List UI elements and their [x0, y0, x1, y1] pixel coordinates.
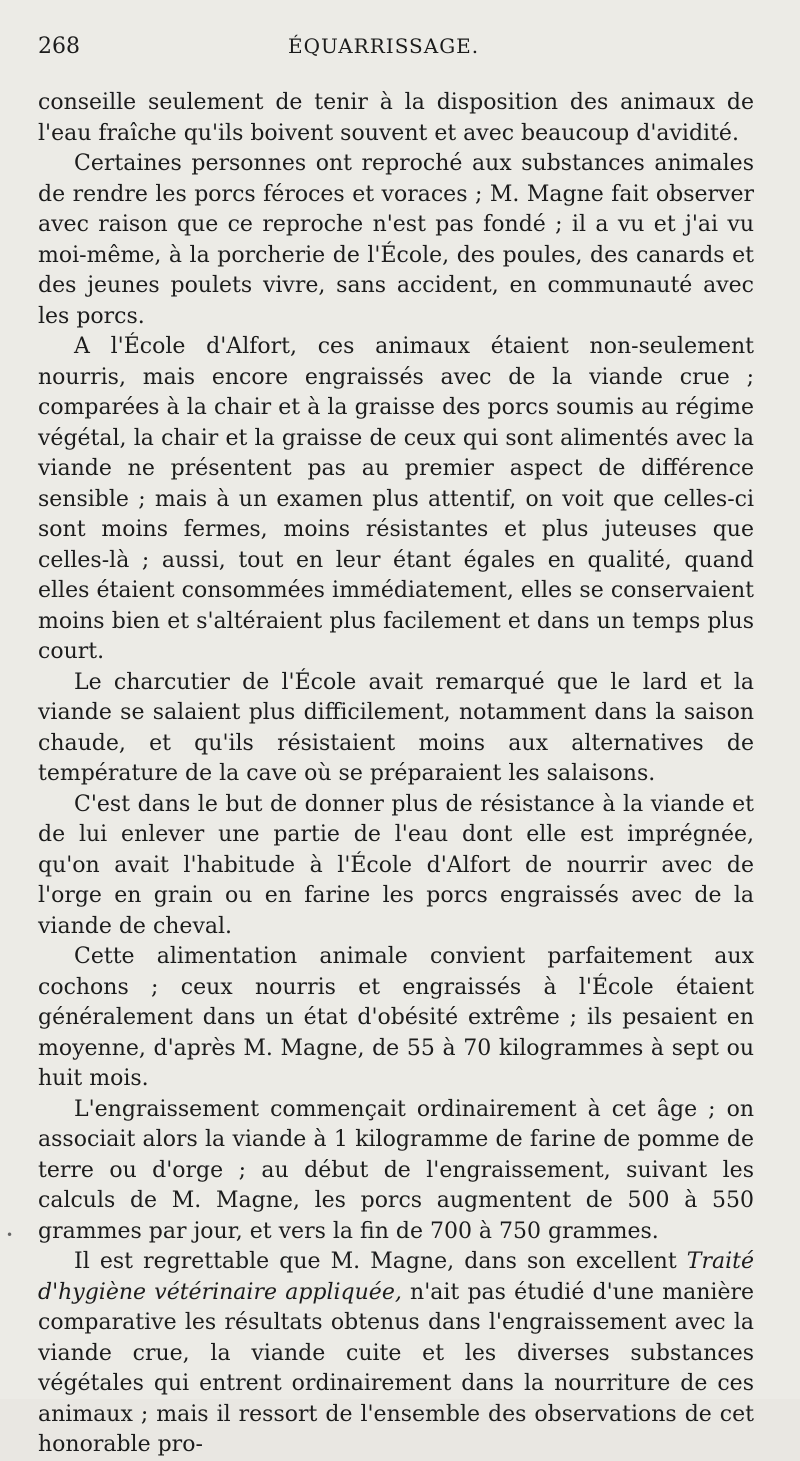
- book-title-italic: Traité d'hygiène vétérinaire appliquée,: [38, 1249, 754, 1305]
- page-header: [38, 28, 754, 68]
- margin-mark: •: [6, 1228, 14, 1242]
- body-text: [38, 88, 754, 1461]
- running-title: ÉQUARRISSAGE.: [288, 34, 480, 58]
- paragraph-3: A l'École d'Alfort, ces animaux étaient non-seulement nourris, mais encore engraissés avec de la viande crue ; comparées à la chair et à la graisse des porcs soumis au régime végétal, la chair et la graisse de ceux qui sont alimentés avec la viande ne présentent pas au premier aspect de différence sensible ; mais à un examen plus attentif, on voit que celles-ci sont moins fermes, moins résistantes et plus juteuses que celles-là ; aussi, tout en leur étant égales en qualité, quand elles étaient consommées immédiatement, elles se conservaient moins bien et s'altéraient plus facilement et dans un temps plus court.: [38, 334, 754, 664]
- page-number: 268: [38, 34, 80, 59]
- paragraph-8-start: Il est regrettable que M. Magne, dans son excellent: [74, 1249, 687, 1274]
- paragraph-8-end: n'ait pas étudié d'une manière comparative les résultats obtenus dans l'engraissement avec la viande crue, la viande cuite et les diverses substances végétales qui entrent ordinairement dans la nourriture de ces animaux ; mais il ressort de l'ensemble des observations de cet honorable pro-: [38, 1279, 754, 1457]
- paragraph-5: C'est dans le but de donner plus de résistance à la viande et de lui enlever une partie de l'eau dont elle est imprégnée, qu'on avait l'habitude à l'École d'Alfort de nourrir avec de l'orge en grain ou en farine les porcs engraissés avec de la viande de cheval.: [38, 791, 754, 939]
- paragraph-8: [38, 1247, 754, 1461]
- paragraph-1: conseille seulement de tenir à la disposition des animaux de l'eau fraîche qu'ils boivent souvent et avec beaucoup d'avidité.: [38, 90, 754, 146]
- paragraph-7: L'engraissement commençait ordinairement à cet âge ; on associait alors la viande à 1 kilogramme de farine de pomme de terre ou d'orge ; au début de l'engraissement, suivant les calculs de M. Magne, les porcs augmentent de 500 à 550 grammes par jour, et vers la fin de 700 à 750 grammes.: [38, 1096, 754, 1244]
- paragraph-6: Cette alimentation animale convient parfaitement aux cochons ; ceux nourris et engraissés à l'École étaient généralement dans un état d'obésité extrême ; ils pesaient en moyenne, d'après M. Magne, de 55 à 70 kilogrammes à sept ou huit mois.: [38, 944, 754, 1091]
- paragraph-4: Le charcutier de l'École avait remarqué que le lard et la viande se salaient plus difficilement, notamment dans la saison chaude, et qu'ils résistaient moins aux alternatives de température de la cave où se préparaient les salaisons.: [38, 669, 754, 786]
- paragraph-2: Certaines personnes ont reproché aux substances animales de rendre les porcs féroces et voraces ; M. Magne fait observer avec raison que ce reproche n'est pas fondé ; il a vu et j'ai vu moi-même, à la porcherie de l'École, des poules, des canards et des jeunes poulets vivre, sans accident, en communauté avec les porcs.: [38, 151, 754, 329]
